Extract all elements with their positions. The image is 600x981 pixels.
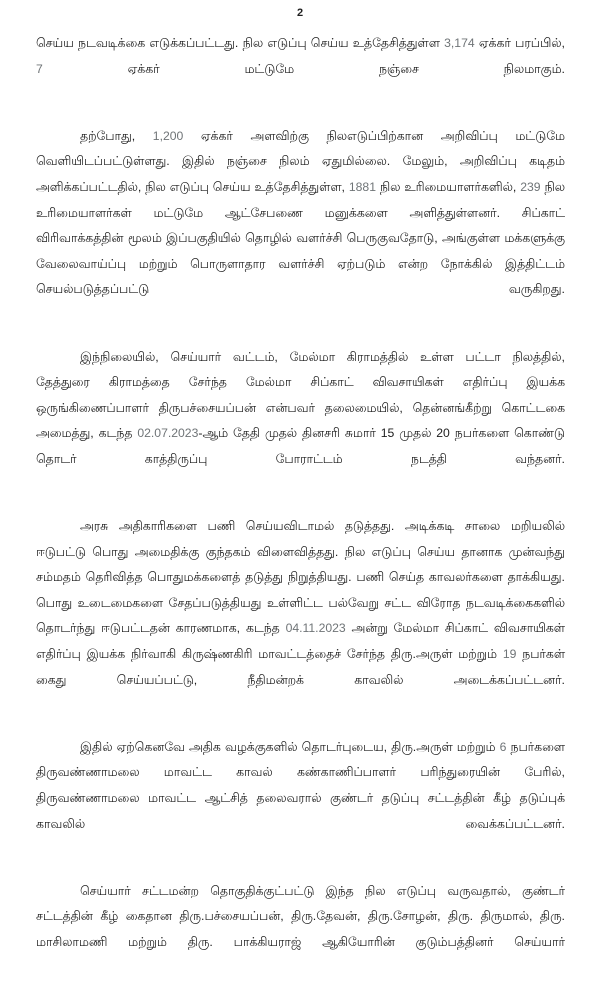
page-number: 2 [296, 7, 304, 19]
inline-number: 1881 [348, 179, 376, 194]
text-run: செய்யார் சட்டமன்ற தொகுதிக்குட்பட்டு இந்த நில எடுப்பு வருவதால், குண்டர் சட்டத்தின் கீழ் கைதான திரு.பச்சையப்பன், திரு.தேவன், திரு.சோழன், திரு. திருமால், திரு. மாசிலாமணி மற்றும் திரு. பாக்கியராஜ் ஆகியோரின் குடும்பத்தினர் செய்யார் [36, 883, 565, 949]
text-run: இந்நிலையில், செய்யார் வட்டம், மேல்மா கிராமத்தில் உள்ள பட்டா நிலத்தில், தேத்துரை கிராமத்தை சேர்ந்த மேல்மா சிப்காட் விவசாயிகள் எதிர்ப்பு இயக்க ஒருங்கிணைப்பாளர் திருபச்சையப்பன் என்பவர் தலைமையில், தென்னங்கீற்று கொட்டகை அமைத்து, கடந்த [36, 349, 565, 441]
inline-number: 04.11.2023 [285, 621, 346, 636]
inline-date: 02.07.2023 [137, 426, 199, 441]
text-run: நில உரிமையாளர்கள் மட்டுமே ஆட்சேபணை மனுக்களை அளித்துள்ளனர். சிப்காட் விரிவாக்கத்தின் மூலம் இப்பகுதியில் தொழில் வளர்ச்சி பெருகுவதோடு, அங்குள்ள மக்களுக்கு வேலைவாய்ப்பு மற்றும் பொருளாதார வளர்ச்சி ஏற்படும் என்ற நோக்கில் இத்திட்டம் செயல்படுத்தப்பட்டு வருகிறது. [36, 179, 565, 297]
text-run: இதில் ஏற்கெனவே அதிக வழக்குகளில் தொடர்புடைய, திரு.அருள் மற்றும் [80, 739, 500, 754]
paragraph-para-4 [36, 514, 565, 719]
inline-number: 20 [436, 426, 450, 441]
inline-number: 19 [502, 647, 517, 662]
paragraph-para-6 [36, 879, 565, 981]
text-run: நபர்களை திருவண்ணாமலை மாவட்ட காவல் கண்காணிப்பாளர் பரிந்துரையின் பேரில், திருவண்ணாமலை மாவட்ட ஆட்சித் தலைவரால் குண்டர் தடுப்பு சட்டத்தின் கீழ் தடுப்புக் காவலில் வைக்கப்பட்டனர். [36, 739, 565, 831]
inline-number: 15 [380, 426, 395, 441]
text-run: -ஆம் தேதி முதல் தினசரி சுமார் [198, 426, 381, 441]
paragraph-para-5 [36, 735, 565, 863]
text-run: செய்ய நடவடிக்கை எடுக்கப்பட்டது. நில எடுப்பு செய்ய உத்தேசித்துள்ள [36, 36, 445, 50]
text-run: நபர்கள் கைது செய்யப்பட்டு, நீதிமன்றக் காவலில் அடைக்கப்பட்டனர். [36, 647, 565, 687]
text-run: ஏக்கர் அளவிற்கு நிலஎடுப்பிற்கான அறிவிப்பு மட்டுமே வெளியிடப்பட்டுள்ளது. இதில் நஞ்சை நிலம் ஏதுமில்லை. மேலும், அறிவிப்பு கடிதம் அளிக்கப்பட்டதில், நில எடுப்பு செய்ய உத்தேசித்துள்ள, [36, 128, 566, 194]
inline-number: 3,174 [444, 36, 475, 50]
inline-number: 6 [499, 739, 507, 754]
text-run: அரசு அதிகாரிகளை பணி செய்யவிடாமல் தடுத்தது. அடிக்கடி சாலை மறியலில் ஈடுபட்டு பொது அமைதிக்கு குந்தகம் விளைவித்தது. நில எடுப்பு செய்ய தானாக முன்வந்து சம்மதம் தெரிவித்த பொதுமக்களைத் தடுத்து நிறுத்தியது. பணி செய்த காவலர்களை தாக்கியது. பொது உடைமைகளை சேதப்படுத்தியது உள்ளிட்ட பல்வேறு சட்ட விரோத நடவடிக்கைகளில் தொடர்ந்து ஈடுபட்டதன் காரணமாக, கடந்த [36, 519, 565, 636]
text-run: நில உரிமையாளர்களில், [375, 179, 521, 194]
text-run: முதல் [394, 426, 437, 441]
paragraph-para-3 [36, 345, 565, 499]
paragraph-para-2 [36, 124, 565, 329]
text-run: அன்று மேல்மா சிப்காட் விவசாயிகள் எதிர்ப்பு இயக்க நிர்வாகி கிருஷ்ணகிரி மாவட்டத்தைச் சேர்ந்த திரு.அருள் மற்றும் [36, 621, 565, 662]
inline-number: 7 [36, 61, 43, 76]
text-run: ஏக்கர் மட்டுமே நஞ்சை நிலமாகும். [42, 61, 565, 76]
text-run: நபர்களை கொண்டு தொடர் காத்திருப்பு போராட்டம் நடத்தி வந்தனர். [36, 426, 565, 466]
text-run: ஏக்கர் பரப்பில், [474, 36, 565, 50]
text-run: தற்போது, [80, 128, 153, 143]
paragraph-para-1 [36, 31, 565, 108]
inline-number: 239 [520, 179, 541, 194]
inline-number: 1,200 [152, 128, 184, 143]
document-body [36, 31, 565, 981]
